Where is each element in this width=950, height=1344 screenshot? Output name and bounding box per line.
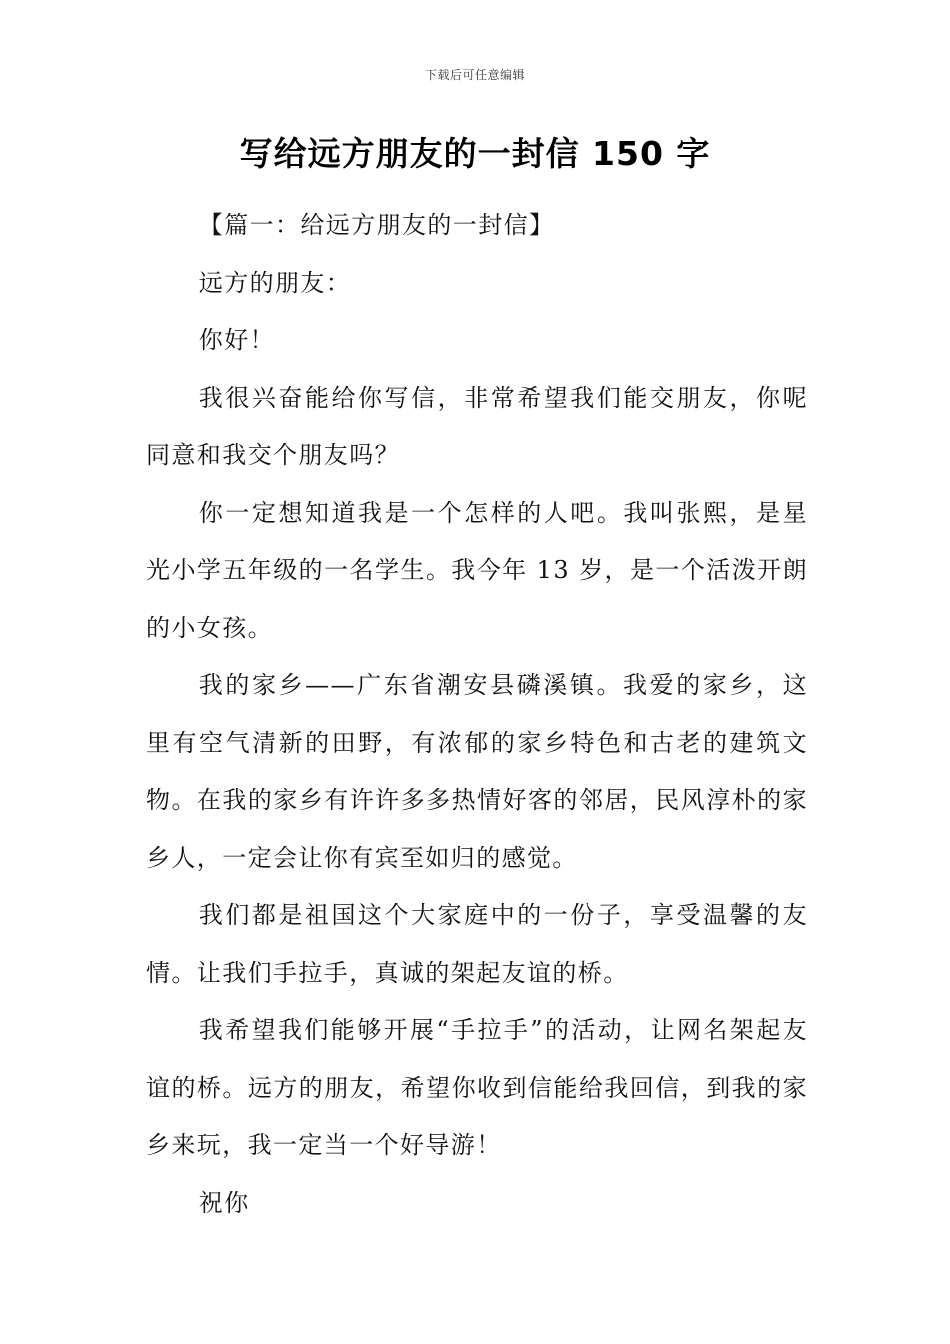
paragraph: 我们都是祖国这个大家庭中的一份子，享受温馨的友情。让我们手拉手，真诚的架起友谊的桥。 (146, 901, 808, 987)
salutation: 远方的朋友： (198, 268, 352, 297)
paragraph: 你一定想知道我是一个怎样的人吧。我叫张熙，是星光小学五年级的一名学生。我今年 13 岁，是一个活泼开朗的小女孩。 (146, 498, 808, 642)
document-title: 写给远方朋友的一封信 150 字 (239, 134, 711, 173)
paragraph: 我很兴奋能给你写信，非常希望我们能交朋友，你呢同意和我交个朋友吗？ (146, 383, 808, 469)
greeting: 你好！ (198, 326, 275, 354)
section-heading: 【篇一：给远方朋友的一封信】 (198, 211, 555, 239)
header-note: 下载后可任意编辑 (424, 68, 525, 82)
letter-body (146, 197, 808, 1232)
closing-wish: 祝你 (198, 1188, 250, 1217)
paragraph: 我的家乡——广东省潮安县磷溪镇。我爱的家乡，这里有空气清新的田野，有浓郁的家乡特色和古老的建筑文物。在我的家乡有许许多多热情好客的邻居，民风淳朴的家乡人，一定会让你有宾至如归的感觉。 (146, 671, 808, 872)
paragraph: 我希望我们能够开展“手拉手”的活动，让网名架起友谊的桥。远方的朋友，希望你收到信能给我回信，到我的家乡来玩，我一定当一个好导游！ (146, 1016, 808, 1159)
